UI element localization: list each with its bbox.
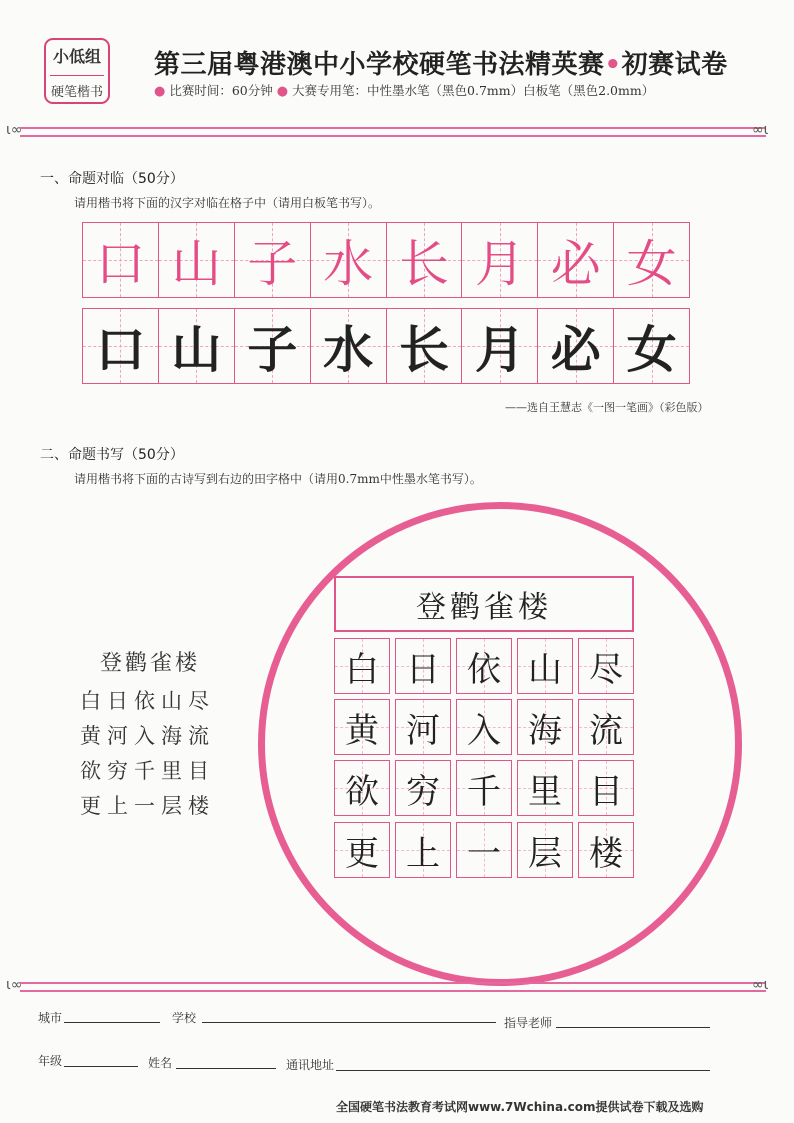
tianzige-cell: 一 — [456, 822, 512, 878]
grade-field[interactable] — [64, 1066, 138, 1067]
tianzige-cell: 千 — [456, 760, 512, 816]
name-label: 姓名 — [148, 1056, 173, 1070]
poem-line: 更上一层楼 — [80, 794, 215, 818]
written-poem-row — [334, 760, 634, 816]
tianzige-cell: 依 — [456, 638, 512, 694]
grade-label: 年级 — [38, 1054, 63, 1068]
section1-heading: 一、命题对临（50分） — [40, 171, 184, 187]
poem-title: 登鹳雀楼 — [100, 651, 201, 676]
ornament-right-icon: ∞ɩ — [752, 977, 769, 993]
model-char-cell: 水 — [311, 223, 387, 297]
exam-info — [154, 81, 654, 99]
poem-line: 欲穷千里目 — [80, 759, 215, 783]
title-sub: 初赛试卷 — [621, 50, 728, 80]
tianzige-cell: 日 — [395, 638, 451, 694]
poem-line: 黄河入海流 — [80, 724, 215, 748]
model-char-cell: 口 — [83, 223, 159, 297]
written-char-row — [82, 308, 690, 384]
tianzige-cell: 欲 — [334, 760, 390, 816]
ornament-left-icon: ɩ∞ — [6, 977, 23, 993]
written-char-cell: 山 — [159, 309, 235, 383]
model-char-cell: 山 — [159, 223, 235, 297]
tianzige-cell: 流 — [578, 699, 634, 755]
tianzige-cell: 入 — [456, 699, 512, 755]
written-char-cell: 口 — [83, 309, 159, 383]
info-dot-icon: ● — [154, 84, 166, 99]
written-char-cell: 月 — [462, 309, 538, 383]
source-credit: ——选自王慧志《一图一笔画》（彩色版） — [505, 401, 709, 414]
name-field[interactable] — [176, 1068, 276, 1069]
school-field[interactable] — [202, 1022, 496, 1023]
school-label: 学校 — [172, 1011, 197, 1025]
written-poem-row — [334, 638, 634, 694]
model-char-cell: 必 — [538, 223, 614, 297]
model-char-row — [82, 222, 690, 298]
header-divider — [20, 127, 766, 137]
written-char-cell: 子 — [235, 309, 311, 383]
address-field[interactable] — [336, 1070, 710, 1071]
tianzige-cell: 上 — [395, 822, 451, 878]
tianzige-cell: 层 — [517, 822, 573, 878]
section2-heading: 二、命题书写（50分） — [40, 447, 184, 463]
title-main: 第三届粤港澳中小学校硬笔书法精英赛 — [154, 50, 605, 80]
footer-note: 全国硬笔书法教育考试网www.7Wchina.com提供试卷下载及选购 — [336, 1100, 704, 1114]
written-char-cell: 水 — [311, 309, 387, 383]
tianzige-cell: 穷 — [395, 760, 451, 816]
tianzige-cell: 目 — [578, 760, 634, 816]
tianzige-cell: 海 — [517, 699, 573, 755]
exam-pens: 大赛专用笔：中性墨水笔（黑色0.7mm）白板笔（黑色2.0mm） — [292, 83, 655, 98]
info-dot-icon: ● — [276, 84, 289, 99]
written-poem-row — [334, 699, 634, 755]
page-title — [154, 44, 728, 81]
city-field[interactable] — [64, 1022, 160, 1023]
model-char-cell: 长 — [387, 223, 463, 297]
ornament-left-icon: ɩ∞ — [6, 122, 23, 138]
poem-line: 白日依山尽 — [80, 689, 215, 713]
tianzige-cell: 山 — [517, 638, 573, 694]
exam-time: 比赛时间：60分钟 — [169, 83, 273, 98]
badge-group-label: 小低组 — [52, 47, 101, 66]
group-badge — [44, 38, 110, 104]
tianzige-cell: 里 — [517, 760, 573, 816]
written-char-cell: 女 — [614, 309, 689, 383]
model-char-cell: 月 — [462, 223, 538, 297]
teacher-field[interactable] — [556, 1027, 710, 1028]
city-label: 城市 — [38, 1011, 63, 1025]
title-dot: • — [604, 50, 622, 80]
tianzige-cell: 更 — [334, 822, 390, 878]
tianzige-cell: 黄 — [334, 699, 390, 755]
badge-divider — [50, 75, 104, 76]
section2-instruction: 请用楷书将下面的古诗写到右边的田字格中（请用0.7mm中性墨水笔书写）。 — [74, 472, 482, 486]
tianzige-cell: 楼 — [578, 822, 634, 878]
teacher-label: 指导老师 — [504, 1016, 553, 1030]
model-char-cell: 女 — [614, 223, 689, 297]
tianzige-cell: 河 — [395, 699, 451, 755]
section1-instruction: 请用楷书将下面的汉字对临在格子中（请用白板笔书写）。 — [74, 196, 381, 210]
written-char-cell: 长 — [387, 309, 463, 383]
written-poem-row — [334, 822, 634, 878]
footer-divider — [20, 982, 766, 992]
written-char-cell: 必 — [538, 309, 614, 383]
written-poem-title: 登鹳雀楼 — [334, 576, 634, 632]
ornament-right-icon: ∞ɩ — [752, 122, 769, 138]
tianzige-cell: 白 — [334, 638, 390, 694]
tianzige-cell: 尽 — [578, 638, 634, 694]
model-char-cell: 子 — [235, 223, 311, 297]
badge-style-label: 硬笔楷书 — [50, 85, 103, 100]
address-label: 通讯地址 — [286, 1058, 335, 1072]
